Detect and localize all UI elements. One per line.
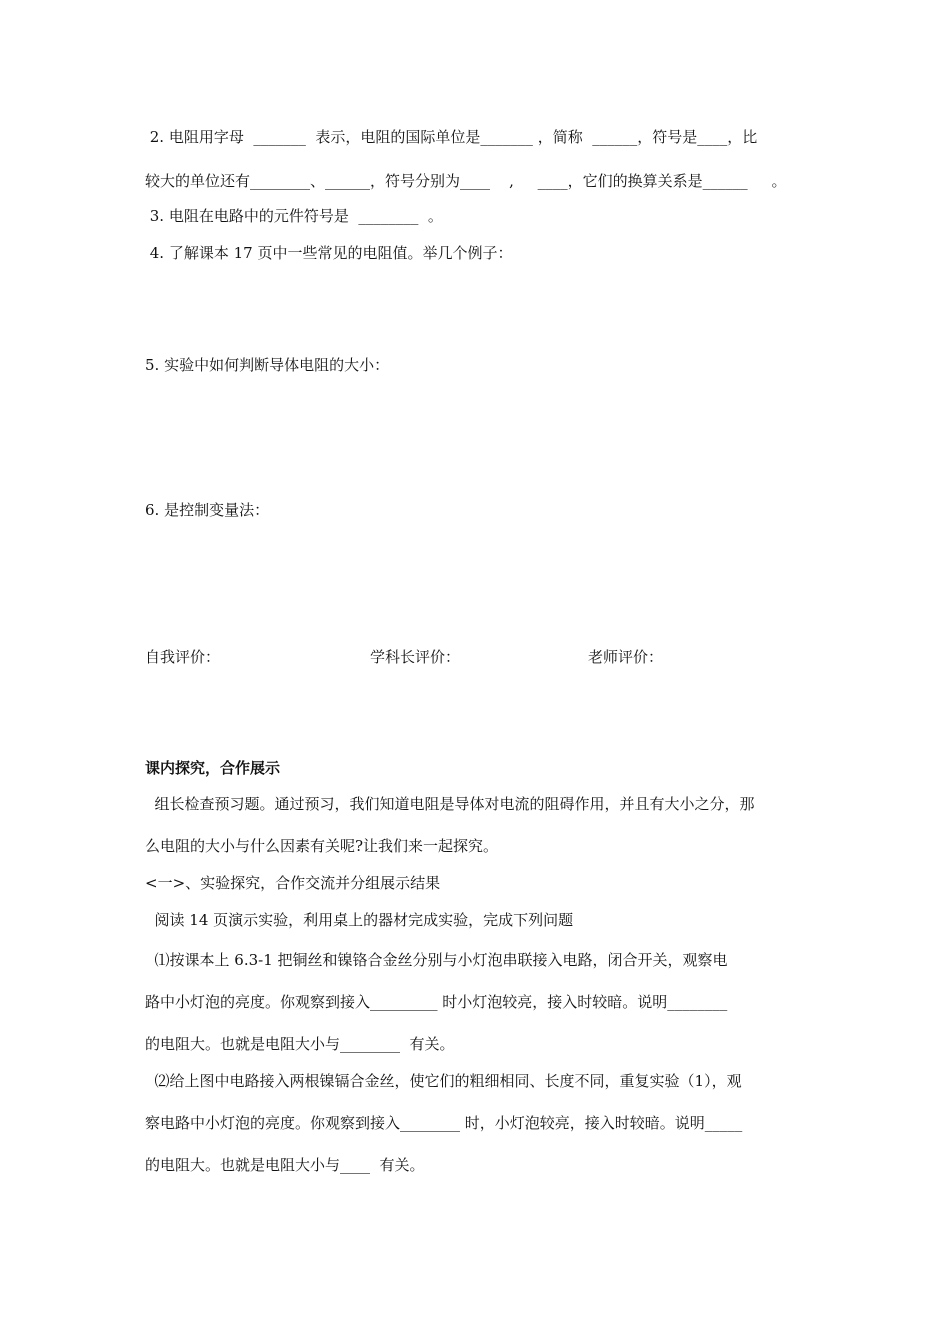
question-5: 5. 实验中如何判断导体电阻的大小： <box>145 356 390 374</box>
teacher-evaluation-label: 老师评价： <box>588 648 664 666</box>
question-3: 3. 电阻在电路中的元件符号是 ________ 。 <box>145 207 443 225</box>
intro-line-2: 么电阻的大小与什么因素有关呢?让我们来一起探究。 <box>145 837 499 855</box>
question-6: 6. 是控制变量法： <box>145 501 270 519</box>
part-1-title: <一>、实验探究，合作交流并分组展示结果 <box>145 874 441 892</box>
experiment-1-line-2: 路中小灯泡的亮度。你观察到接入_________ 时小灯泡较亮，接入时较暗。说明________ <box>145 993 728 1011</box>
experiment-2-line-2: 察电路中小灯泡的亮度。你观察到接入________ 时，小灯泡较亮，接入时较暗。说明_____ <box>145 1114 743 1132</box>
intro-line-1: 组长检查预习题。通过预习，我们知道电阻是导体对电流的阻碍作用，并且有大小之分，那 <box>145 795 755 813</box>
section-heading: 课内探究，合作展示 <box>145 759 281 777</box>
experiment-2-line-1: ⑵给上图中电路接入两根镍镉合金丝，使它们的粗细相同、长度不同，重复实验（1），观 <box>145 1072 742 1090</box>
question-2-line-1: 2. 电阻用字母 _______ 表示，电阻的国际单位是_______ ，简称 ______，符号是____，比 <box>145 128 758 146</box>
subject-leader-evaluation-label: 学科长评价： <box>370 648 461 666</box>
self-evaluation-label: 自我评价： <box>145 648 221 666</box>
experiment-2-line-3: 的电阻大。也就是电阻大小与____ 有关。 <box>145 1156 425 1174</box>
experiment-1-line-3: 的电阻大。也就是电阻大小与________ 有关。 <box>145 1035 455 1053</box>
reading-instruction: 阅读 14 页演示实验，利用桌上的器材完成实验，完成下列问题 <box>145 911 574 929</box>
question-4: 4. 了解课本 17 页中一些常见的电阻值。举几个例子： <box>145 244 513 262</box>
experiment-1-line-1: ⑴按课本上 6.3-1 把铜丝和镍铬合金丝分别与小灯泡串联接入电路，闭合开关，观察电 <box>145 951 728 969</box>
question-2-line-2: 较大的单位还有________、______，符号分别为____ , ____，它们的换算关系是______ 。 <box>145 172 787 190</box>
